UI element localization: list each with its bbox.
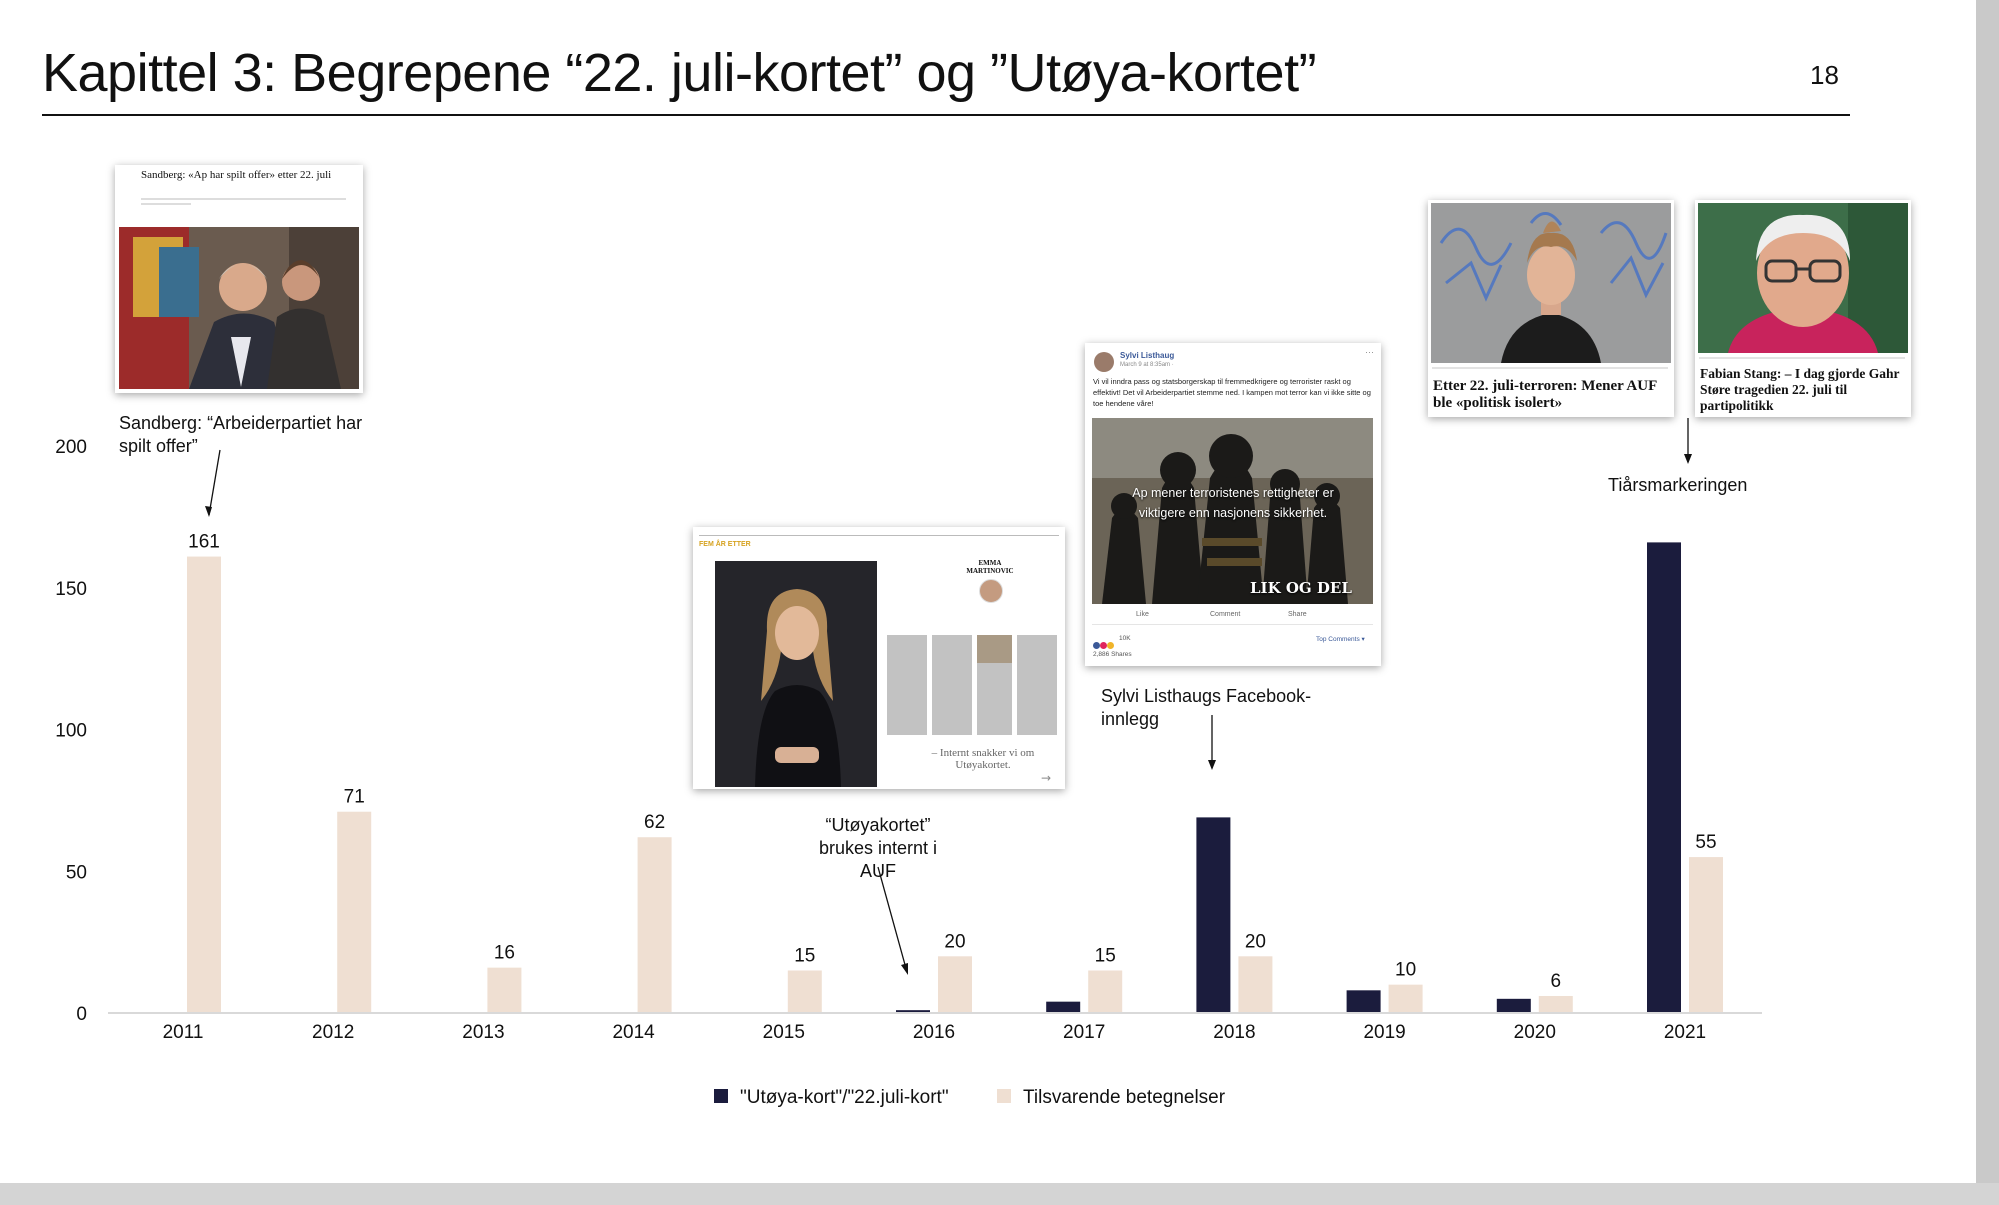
x-tick-2021: 2021 [1663,1022,1707,1043]
facebook-comment-button[interactable]: Comment [1210,611,1241,618]
sandberg-card-subtext-line [141,198,346,200]
x-tick-2017: 2017 [1063,1022,1106,1043]
x-tick-2016: 2016 [912,1022,956,1043]
bar-tilsvarende-2017 [1088,970,1122,1013]
news-article-auf-photo [1431,203,1671,363]
x-tick-2013: 2013 [462,1022,505,1043]
y-axis-labels [55,437,87,1025]
magazine-small-avatar [979,579,1003,603]
facebook-post-text: Vi vil inndra pass og statsborgerskap til fremmedkrigere og terrorister raskt og effektivt! Det vil Arbeiderpartiet stemme ned. I kampen mot terror kan vi ikke sitte og toe hendene våre! [1093,377,1371,408]
sandberg-article-card [115,165,363,393]
value-label-2016: 20 [944,931,966,953]
facebook-post-card [1085,343,1381,666]
y-tick-50: 50 [65,862,87,884]
x-tick-2020: 2020 [1513,1022,1556,1043]
magazine-portrait-photo [715,561,877,787]
x-tick-2015: 2015 [762,1022,805,1043]
x-tick-2012: 2012 [312,1022,355,1043]
bar-tilsvarende-2015 [788,970,822,1013]
value-label-2018: 20 [1244,931,1266,953]
bar-tilsvarende-2021 [1689,857,1723,1013]
facebook-author: Sylvi Listhaug [1120,351,1175,360]
sandberg-photo [119,227,359,389]
value-label-2014: 62 [644,812,666,834]
y-tick-0: 0 [76,1004,87,1025]
bar-utoya-kort-2021 [1647,542,1681,1013]
news-article-stang-headline: Fabian Stang: – I dag gjorde Gahr Støre tragedien 22. juli til partipolitikk [1700,366,1900,413]
x-tick-2011: 2011 [162,1022,204,1043]
news-article-stang-photo [1698,203,1908,353]
bar-tilsvarende-2018 [1238,956,1272,1013]
y-tick-100: 100 [55,720,87,742]
magazine-spread-card [693,527,1065,789]
sandberg-card-subtext-line [141,203,191,205]
value-label-2012: 71 [343,786,365,808]
annotation-tiar: Tiårsmarkeringen [1608,475,1748,495]
page-number: 18 [1810,60,1839,90]
legend-swatch-utoya-kort [714,1089,728,1103]
facebook-more-icon: ··· [1365,347,1374,357]
magazine-section-label: FEM ÅR ETTER [699,541,751,548]
bar-tilsvarende-2013 [487,968,521,1013]
arrow-sandberg [209,450,220,515]
facebook-image-stamp: LIK OG DEL [1250,579,1352,597]
arrowhead-tiar [1684,454,1692,464]
arrowhead-sandberg [205,506,212,517]
x-tick-2018: 2018 [1213,1022,1256,1043]
value-label-2021: 55 [1695,832,1717,854]
x-axis-labels [163,1022,1707,1043]
bar-tilsvarende-2020 [1539,996,1573,1013]
bar-utoya-kort-2017 [1046,1002,1080,1013]
annotation-listhaug: Sylvi Listhaugs Facebook-innlegg [1101,686,1312,729]
legend-label-utoya-kort: "Utøya-kort"/"22.juli-kort" [740,1087,949,1108]
x-tick-2019: 2019 [1363,1022,1406,1043]
facebook-share-button[interactable]: Share [1288,611,1307,618]
news-article-auf-card [1428,200,1674,417]
magazine-text-columns [885,635,1060,735]
y-tick-150: 150 [55,578,87,600]
annotation-utoyakortet: “Utøyakortet” brukes internt i AUF [818,815,938,881]
facebook-like-button[interactable]: Like [1136,611,1149,618]
facebook-action-bar [1092,608,1373,625]
bar-utoya-kort-2019 [1347,990,1381,1013]
news-article-stang-card [1695,200,1911,417]
facebook-share-count: 2,886 Shares [1093,651,1132,658]
value-label-2017: 15 [1094,945,1116,967]
facebook-timestamp: March 9 at 8:35am · [1120,362,1174,368]
bar-utoya-kort-2020 [1497,999,1531,1013]
value-label-2013: 16 [493,942,515,964]
bar-tilsvarende-2014 [638,837,672,1013]
value-label-2019: 10 [1395,959,1417,981]
arrowhead-listhaug [1208,760,1216,770]
legend [714,1087,1226,1108]
facebook-avatar [1094,352,1114,372]
bar-tilsvarende-2016 [938,956,972,1013]
facebook-reaction-count: 10K [1119,635,1131,642]
magazine-top-rule [699,535,1059,536]
magazine-person-name: EMMA MARTINOVIC [966,559,1014,575]
legend-label-tilsvarende: Tilsvarende betegnelser [1023,1087,1226,1108]
facebook-reaction-icons [1093,636,1117,644]
value-label-2011: 161 [188,531,220,553]
news-article-auf-caption-line [1432,367,1668,369]
sandberg-card-headline: Sandberg: «Ap har spilt offer» etter 22. juli [141,169,332,181]
bar-utoya-kort-2018 [1196,817,1230,1013]
facebook-top-comments[interactable]: Top Comments ▾ [1316,636,1365,643]
slide-title: Kapittel 3: Begrepene “22. juli-kortet” og ”Utøya-kortet” [42,43,1317,103]
value-label-2015: 15 [794,945,816,967]
annotation-sandberg: Sandberg: “Arbeiderpartiet har spilt offer” [119,413,363,456]
y-tick-200: 200 [55,437,87,458]
news-article-auf-headline: Etter 22. juli-terroren: Mener AUF ble «politisk isolert» [1433,378,1657,411]
arrowhead-utoyakortet [901,963,908,975]
magazine-next-arrow-icon: → [1041,771,1052,785]
legend-swatch-tilsvarende [997,1089,1011,1103]
bar-tilsvarende-2012 [337,812,371,1013]
facebook-image-overlay-text: Ap mener terroristenes rettigheter er viktigere enn nasjonens sikkerhet. [1132,486,1334,520]
news-article-stang-caption-line [1699,357,1905,359]
magazine-quote: – Internt snakker vi om Utøyakortet. [931,747,1035,771]
bar-tilsvarende-2019 [1389,985,1423,1013]
bar-tilsvarende-2011 [187,557,221,1013]
x-tick-2014: 2014 [612,1022,655,1043]
value-label-2020: 6 [1550,970,1562,992]
